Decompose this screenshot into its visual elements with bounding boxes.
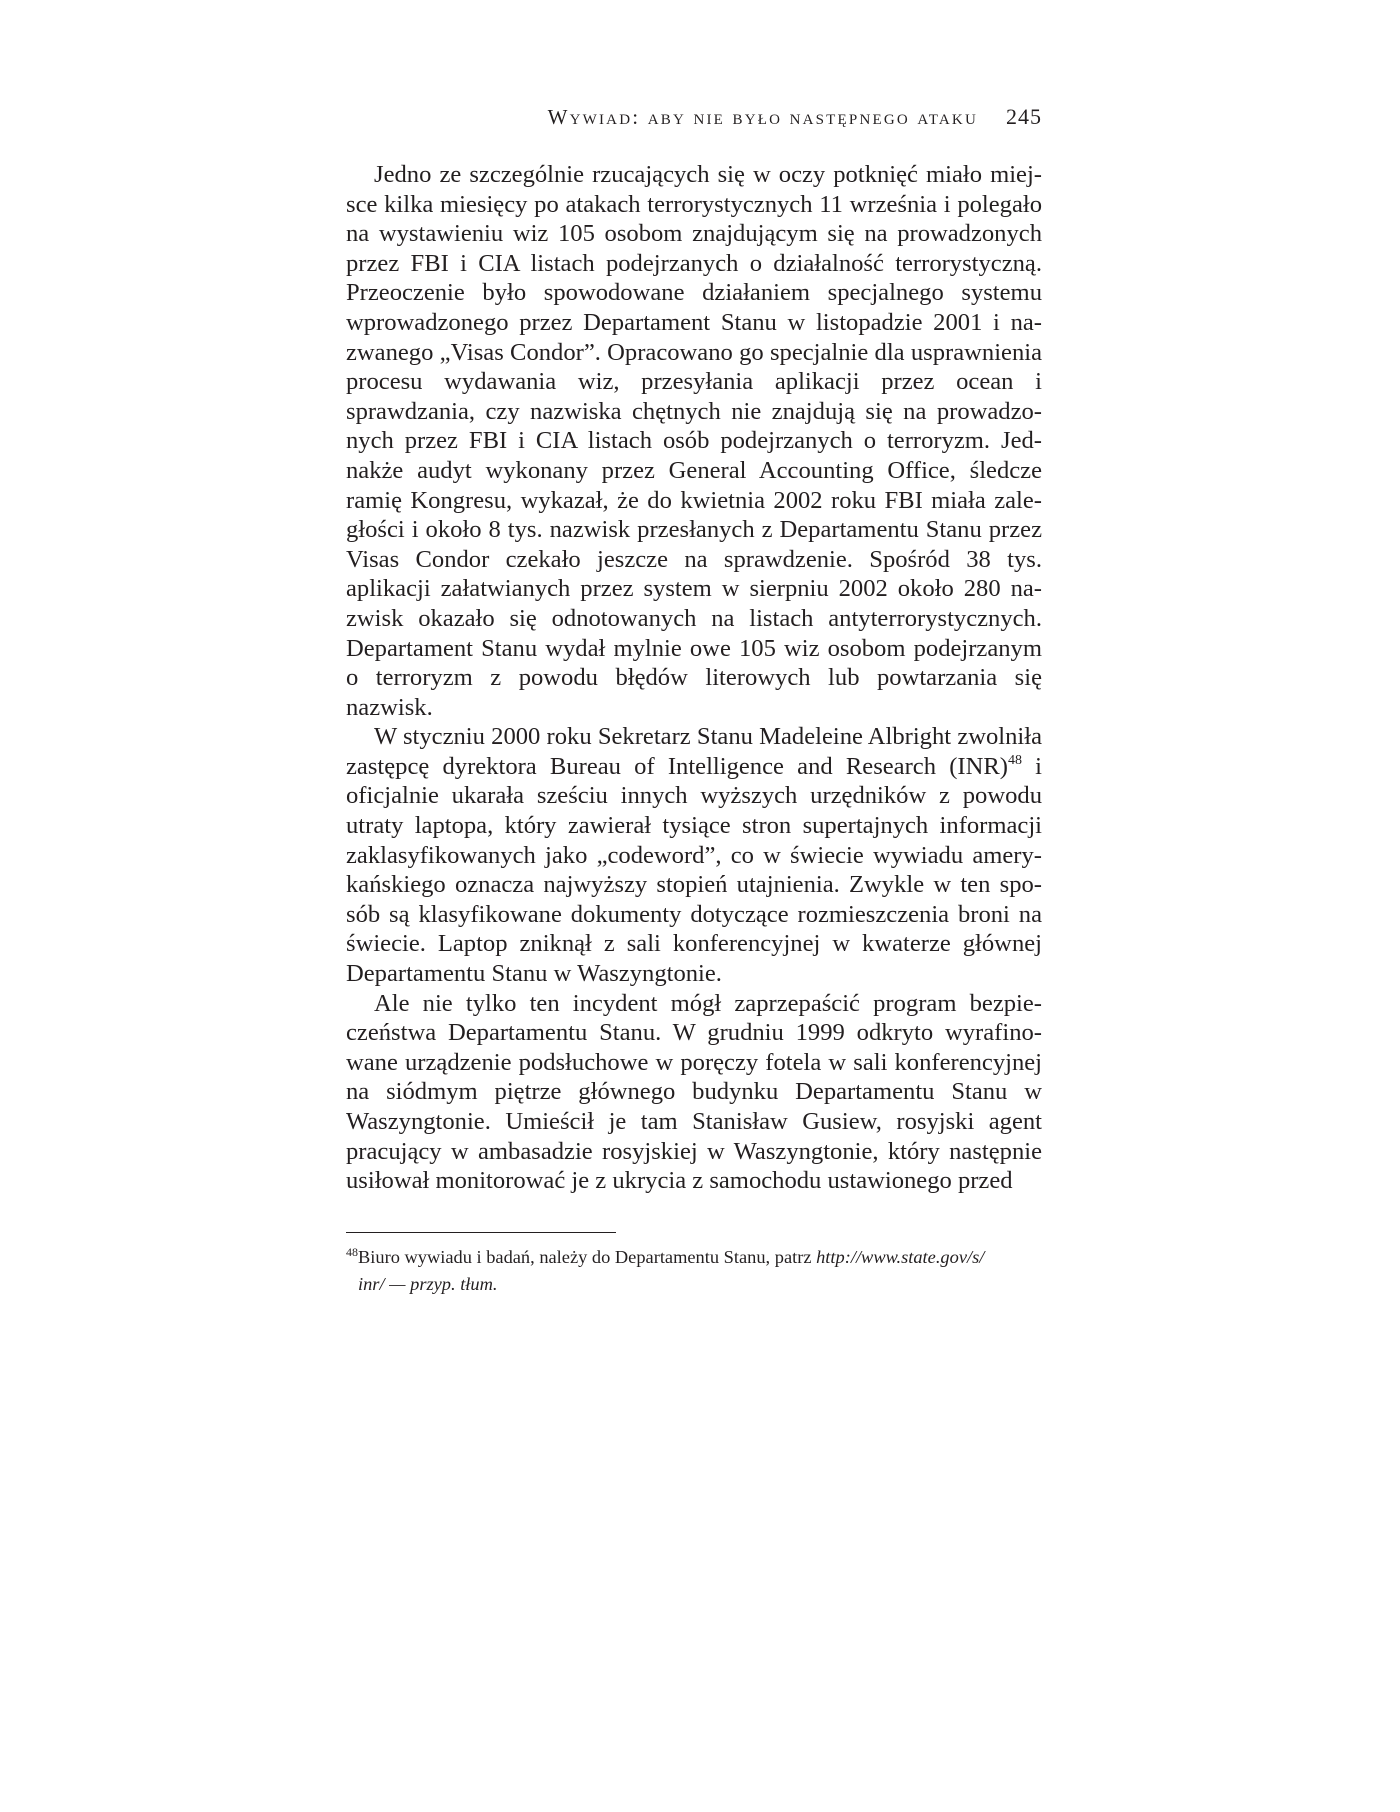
footnote-text: Biuro wywiadu i badań, należy do Departamentu Stanu, patrz [358, 1247, 817, 1267]
footnote-divider [346, 1232, 616, 1233]
footnote-line-2 [346, 1271, 1042, 1298]
page-number: 245 [1006, 104, 1042, 129]
paragraph-2-text-b: i oficjalnie ukarała sześciu innych wyższych urzędników z powodu utraty laptopa, który zawierał tysiące stron supertajnych informacji zaklasyfikowanych jako „codeword”, co w świecie wywiadu amerykańskiego oznacza najwyższy stopień utajnienia. Zwykle w ten sposób są klasyfikowane dokumenty dotyczące rozmieszczenia broni na świecie. Laptop zniknął z sali konferencyjnej w kwaterze głównej Departamentu Stanu w Waszyngtonie. [346, 752, 1042, 988]
footnote-marker: 48 [346, 1245, 358, 1259]
running-title: Wywiad: aby nie było następnego ataku [547, 105, 978, 129]
footnote-reference: 48 [1007, 752, 1022, 768]
footnote [346, 1244, 1042, 1298]
paragraph-2 [346, 722, 1042, 988]
footnote-url-part-1: http://www.state.gov/s/ [816, 1247, 985, 1267]
paragraph-2-text-a: W styczniu 2000 roku Sekretarz Stanu Madeleine Albright zwolniła zastępcę dyrektora Bureau of Intelligence and Research (INR) [346, 723, 1042, 780]
footnote-url-part-2: inr/ [358, 1274, 385, 1294]
body-text [346, 160, 1042, 1196]
footnote-suffix: — przyp. tłum. [384, 1274, 498, 1294]
running-head [346, 104, 1042, 130]
paragraph-3: Ale nie tylko ten incydent mógł zaprzepaścić program bezpieczeństwa Departamentu Stanu. W grudniu 1999 odkryto wyrafinowane urządzenie podsłuchowe w poręczy fotela w sali konferencyjnej na siódmym piętrze głównego budynku Departamentu Stanu w Waszyngtonie. Umieścił je tam Stanisław Gusiew, rosyjski agent pracujący w ambasadzie rosyjskiej w Waszyngtonie, który następnie usiłował monitorować je z ukrycia z samochodu ustawionego przed [346, 989, 1042, 1195]
paragraph-1: Jedno ze szczególnie rzucających się w oczy potknięć miało miejsce kilka miesięcy po atakach terrorystycznych 11 września i polegało na wystawieniu wiz 105 osobom znajdującym się na prowadzonych przez FBI i CIA listach podejrzanych o działalność terrorystyczną. Przeoczenie było spowodowane działaniem specjalnego systemu wprowadzonego przez Departament Stanu w listopadzie 2001 i nazwanego „Visas Condor”. Opracowano go specjalnie dla usprawnienia procesu wydawania wiz, przesyłania aplikacji przez ocean i sprawdzania, czy nazwiska chętnych nie znajdują się na prowadzonych przez FBI i CIA listach osób podejrzanych o terroryzm. Jednakże audyt wykonany przez General Accounting Office, śledcze ramię Kongresu, wykazał, że do kwietnia 2002 roku FBI miała zaległości i około 8 tys. nazwisk przesłanych z Departamentu Stanu przez Visas Condor czekało jeszcze na sprawdzenie. Spośród 38 tys. aplikacji załatwianych przez system w sierpniu 2002 około 280 nazwisk okazało się odnotowanych na listach antyterrorystycznych. Departament Stanu wydał mylnie owe 105 wiz osobom podejrzanym o terroryzm z powodu błędów literowych lub powtarzania się nazwisk. [346, 161, 1042, 721]
